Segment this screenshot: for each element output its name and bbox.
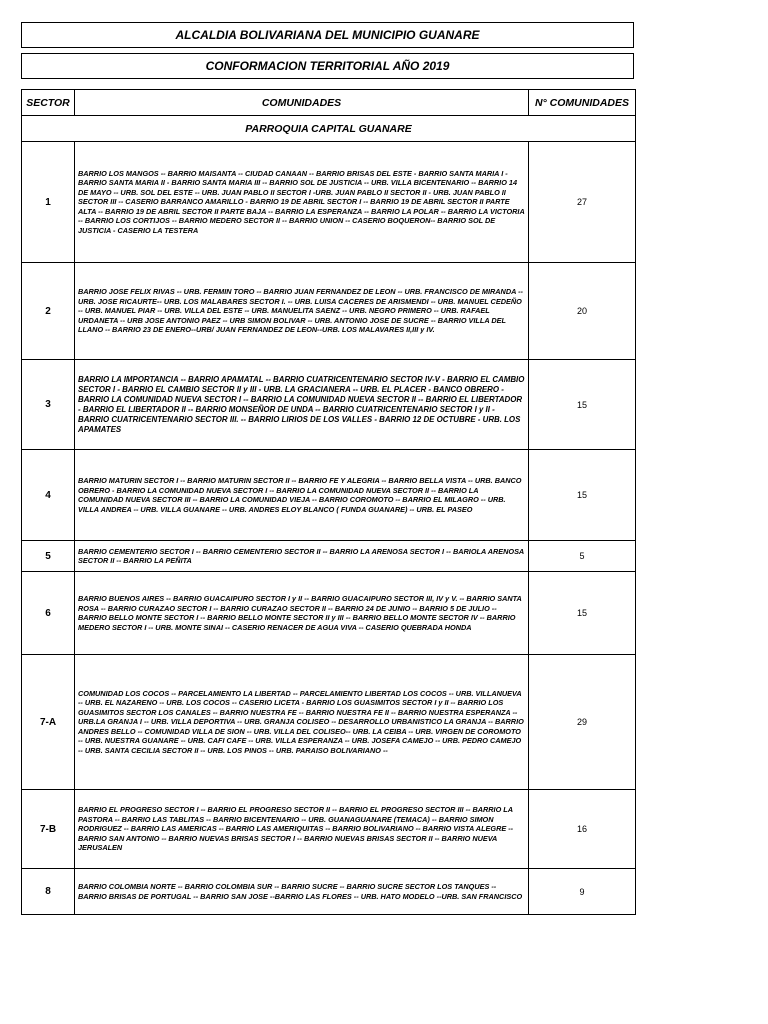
table-row (22, 869, 636, 915)
header-row (22, 90, 636, 116)
sector-cell: 5 (22, 541, 75, 572)
sector-cell: 6 (22, 572, 75, 655)
sector-cell: 8 (22, 869, 75, 915)
comunidades-cell: COMUNIDAD LOS COCOS -- PARCELAMIENTO LA LIBERTAD -- PARCELAMIENTO LIBERTAD LOS COCOS -- URB. VILLANUEVA -- URB. EL NAZARENO -- URB. LOS COCOS -- CASERIO LICETA - BARRIO LOS GUASIMITOS SECTOR I y II -- BARRIO LOS GUASIMITOS SECTOR LOS CANALES -- BARRIO NUESTRA FE -- BARRIO NUESTRA FE II -- BARRIO NUESTRA ESPERANZA -- URB.LA GRANJA I -- URB. VILLA DEPORTIVA -- URB. GRANJA COLISEO -- DESARROLLO URBANISTICO LA GRANJA -- BARRIO ANDRES BELLO -- COMUNIDAD VILLA DE SION -- URB. VILLA DEL COLISEO-- URB. LA CEIBA -- URB. VIRGEN DE COROMOTO -- URB. NUESTRA GUANARE -- URB. CAFI CAFE -- URB. VILLA ESPERANZA -- URB. JOSEFA CAMEJO -- URB. PEDRO CAMEJO -- URB. SANTA CECILIA SECTOR II -- URB. LOS PINOS -- URB. PARAISO BOLIVARIANO -- (75, 655, 529, 790)
sector-cell: 2 (22, 263, 75, 360)
count-cell: 5 (529, 541, 636, 572)
territory-table (21, 89, 636, 915)
count-cell: 15 (529, 572, 636, 655)
table-row (22, 450, 636, 541)
table-row (22, 263, 636, 360)
comunidades-cell: BARRIO CEMENTERIO SECTOR I -- BARRIO CEMENTERIO SECTOR II -- BARRIO LA ARENOSA SECTOR I -- BARIOLA ARENOSA SECTOR II -- BARRIO LA PEÑITA (75, 541, 529, 572)
sector-cell: 7-A (22, 655, 75, 790)
count-cell: 15 (529, 360, 636, 450)
table-row (22, 142, 636, 263)
count-cell: 15 (529, 450, 636, 541)
table-row (22, 655, 636, 790)
table-row (22, 541, 636, 572)
parish-name: PARROQUIA CAPITAL GUANARE (22, 116, 636, 142)
count-cell: 29 (529, 655, 636, 790)
count-cell: 16 (529, 790, 636, 869)
comunidades-cell: BARRIO MATURIN SECTOR I -- BARRIO MATURIN SECTOR II -- BARRIO FE Y ALEGRIA -- BARRIO BELLA VISTA -- URB. BANCO OBRERO - BARRIO LA COMUNIDAD NUEVA SECTOR I -- BARRIO LA COMUNIDAD NUEVA SECTOR II -- BARRIO LA COMUNIDAD NUEVA SECTOR III -- BARRIO LA COMUNIDAD VIEJA -- BARRIO COROMOTO -- BARRIO EL MILAGRO -- URB. VILLA ANDREA -- URB. VILLA GUANARE -- URB. ANDRES ELOY BLANCO ( FUNDA GUANARE) -- URB. EL PASEO (75, 450, 529, 541)
page-title: ALCALDIA BOLIVARIANA DEL MUNICIPIO GUANARE (21, 22, 634, 48)
comunidades-cell: BARRIO COLOMBIA NORTE -- BARRIO COLOMBIA SUR -- BARRIO SUCRE -- BARRIO SUCRE SECTOR LOS TANQUES -- BARRIO BRISAS DE PORTUGAL -- BARRIO SAN JOSE --BARRIO LAS FLORES -- URB. HATO MODELO --URB. SAN FRANCISCO (75, 869, 529, 915)
header-sector: SECTOR (22, 90, 75, 116)
count-cell: 20 (529, 263, 636, 360)
page-subtitle: CONFORMACION TERRITORIAL AÑO 2019 (21, 53, 634, 79)
count-cell: 27 (529, 142, 636, 263)
table-row (22, 360, 636, 450)
parish-row (22, 116, 636, 142)
header-count: N° COMUNIDADES (529, 90, 636, 116)
sector-cell: 3 (22, 360, 75, 450)
comunidades-cell: BARRIO EL PROGRESO SECTOR I -- BARRIO EL PROGRESO SECTOR II -- BARRIO EL PROGRESO SECTOR III -- BARRIO LA PASTORA -- BARRIO LAS TABLITAS -- BARRIO BICENTENARIO -- URB. GUANAGUANARE (TEMACA) -- BARRIO SIMON RODRIGUEZ -- BARRIO LAS AMERICAS -- BARRIO LAS AMERIQUITAS -- BARRIO BOLIVARIANO -- BARRIO VISTA ALEGRE -- BARRIO SAN ANTONIO -- BARRIO NUEVAS BRISAS SECTOR I -- BARRIO NUEVAS BRISAS SECTOR II -- BARRIO NUEVA JERUSALEN (75, 790, 529, 869)
comunidades-cell: BARRIO BUENOS AIRES -- BARRIO GUACAIPURO SECTOR I y II -- BARRIO GUACAIPURO SECTOR III, IV y V. -- BARRIO SANTA ROSA -- BARRIO CURAZAO SECTOR I -- BARRIO CURAZAO SECTOR II -- BARRIO 24 DE JUNIO -- BARRIO 5 DE JULIO -- BARRIO BELLO MONTE SECTOR I -- BARRIO BELLO MONTE SECTOR II y III -- BARRIO BELLO MONTE SECTOR IV -- BARRIO MEDERO SECTOR I -- URB. MONTE SINAI -- CASERIO RENACER DE AGUA VIVA -- CASERIO QUEBRADA HONDA (75, 572, 529, 655)
sector-cell: 4 (22, 450, 75, 541)
sector-cell: 7-B (22, 790, 75, 869)
table-row (22, 790, 636, 869)
count-cell: 9 (529, 869, 636, 915)
comunidades-cell: BARRIO JOSE FELIX RIVAS -- URB. FERMIN TORO -- BARRIO JUAN FERNANDEZ DE LEON -- URB. FRANCISCO DE MIRANDA -- URB. JOSE RICAURTE-- URB. LOS MALABARES SECTOR I. -- URB. LUISA CACERES DE ARISMENDI -- URB. MANUEL CEDEÑO -- URB. MANUEL PIAR -- URB. VILLA DEL ESTE -- URB. MANUELITA SAENZ -- URB. NEGRO PRIMERO -- URB. RAFAEL URDANETA -- URB JOSE ANTONIO PAEZ -- URB SIMON BOLIVAR -- URB. ANTONIO JOSE DE SUCRE -- BARRIO VILLA DEL LLANO -- BARRIO 23 DE ENERO--URB/ JUAN FERNANDEZ DE LEON--URB. LOS MALAVARES II,III y IV. (75, 263, 529, 360)
sector-cell: 1 (22, 142, 75, 263)
comunidades-cell: BARRIO LA IMPORTANCIA -- BARRIO APAMATAL -- BARRIO CUATRICENTENARIO SECTOR IV-V - BARRIO EL CAMBIO SECTOR I - BARRIO EL CAMBIO SECTOR II y III - URB. LA GRACIANERA -- URB. EL PLACER - BANCO OBRERO - BARRIO LA COMUNIDAD NUEVA SECTOR I -- BARRIO LA COMUNIDAD NUEVA SECTOR II -- BARRIO EL LIBERTADOR - BARRIO EL LIBERTADOR II -- BARRIO MONSEÑOR DE UNDA -- BARRIO CUATRICENTENARIO SECTOR I y II - BARRIO CUATRICENTENARIO SECTOR III. -- BARRIO LIRIOS DE LOS VALLES - BARRIO 12 DE OCTUBRE - URB. LOS APAMATES (75, 360, 529, 450)
comunidades-cell: BARRIO LOS MANGOS -- BARRIO MAISANTA -- CIUDAD CANAAN -- BARRIO BRISAS DEL ESTE - BARRIO SANTA MARIA I - BARRIO SANTA MARIA II - BARRIO SANTA MARIA III -- BARRIO SOL DE JUSTICIA -- URB. VILLA BICENTENARIO -- BARRIO 14 DE MAYO -- URB. SOL DEL ESTE -- URB. JUAN PABLO II SECTOR I -URB. JUAN PABLO II SECTOR II - URB. JUAN PABLO II SECTOR III -- CASERIO BARRANCO AMARILLO - BARRIO 19 DE ABRIL SECTOR I -- BARRIO 19 DE ABRIL SECTOR II PARTE ALTA -- BARRIO 19 DE ABRIL SECTOR II PARTE BAJA -- BARRIO LA ESPERANZA -- BARRIO LA POLAR -- BARRIO LA VICTORIA -- BARRIO LOS CORTIJOS -- BARRIO MEDERO SECTOR II -- BARRIO UNION -- CASERIO BOQUERON-- BARRIO SOL DE JUSTICIA - CASERIO LA TESTERA (75, 142, 529, 263)
header-comunidades: COMUNIDADES (75, 90, 529, 116)
table-row (22, 572, 636, 655)
